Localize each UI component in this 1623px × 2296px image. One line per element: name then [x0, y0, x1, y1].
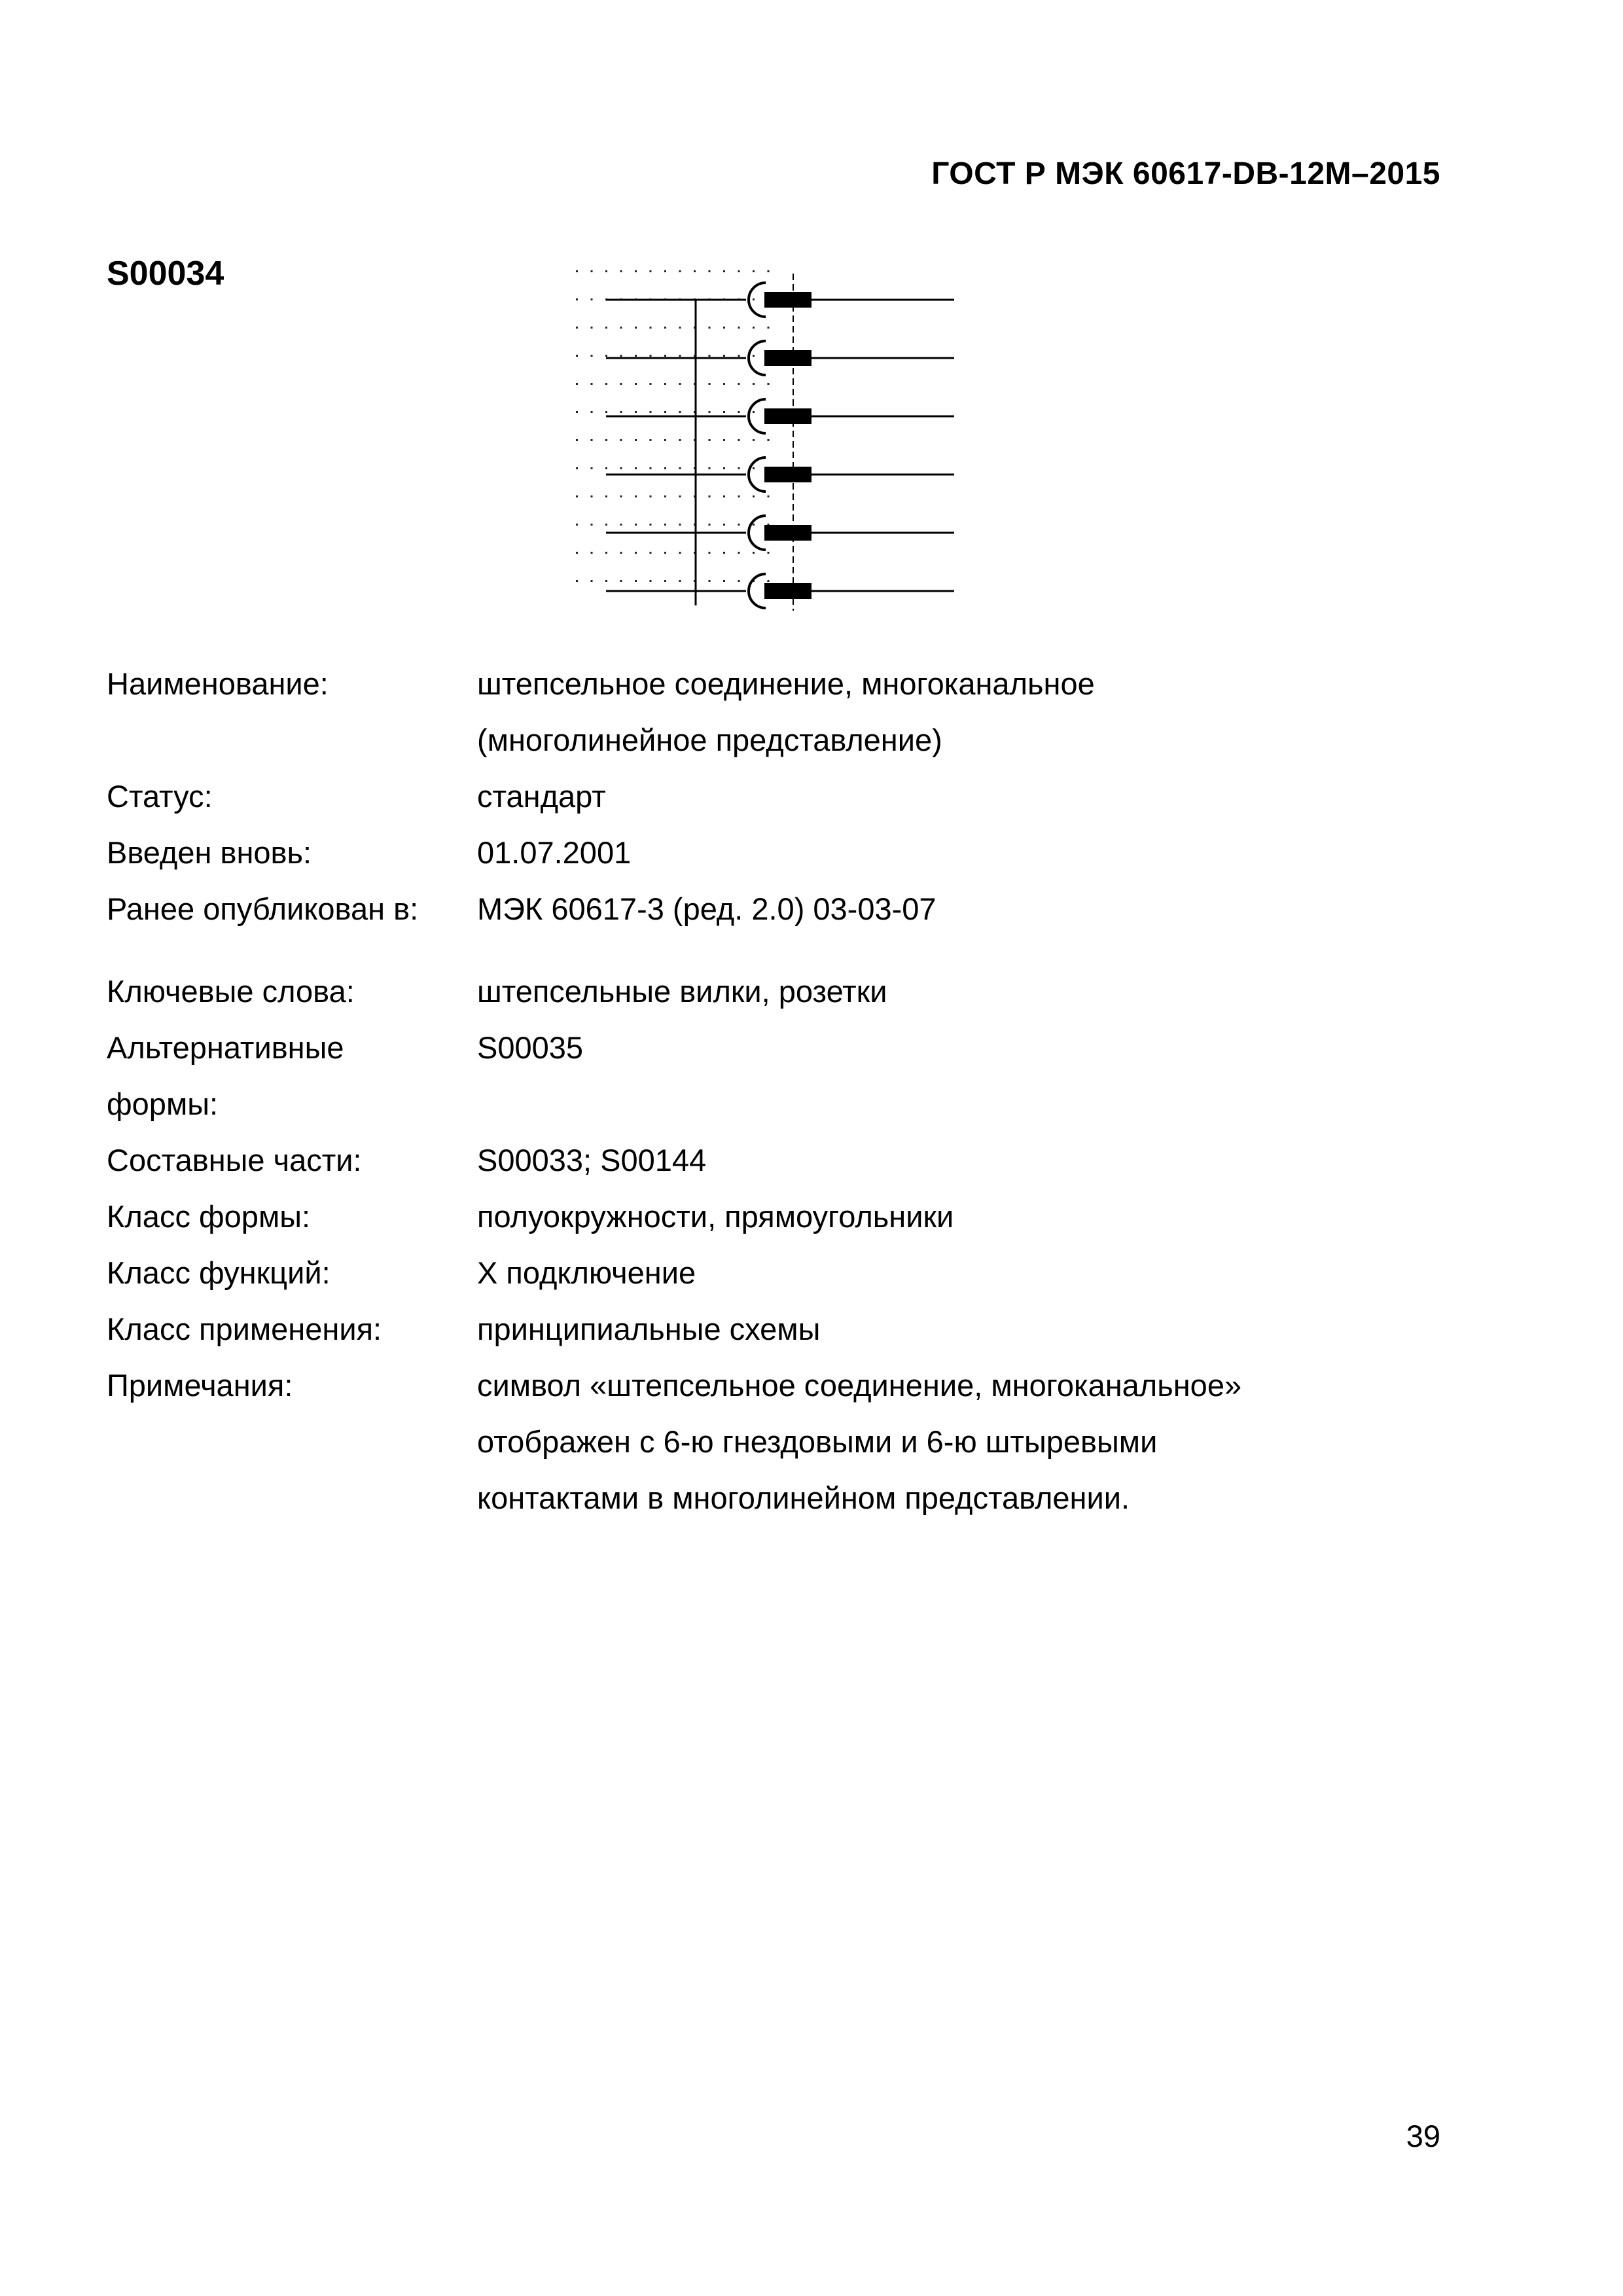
grid-dot: [738, 411, 740, 413]
grid-dot: [723, 383, 725, 385]
grid-dot: [768, 495, 770, 497]
property-label-line: формы:: [107, 1086, 219, 1121]
grid-dot: [635, 524, 637, 526]
grid-dot: [605, 327, 607, 329]
grid-dot: [620, 383, 622, 385]
grid-dot: [605, 524, 607, 526]
grid-dot: [723, 411, 725, 413]
property-value: S00035: [477, 1030, 584, 1065]
property-label: Введен вновь:: [107, 835, 312, 870]
grid-dot: [620, 270, 622, 272]
grid-dot: [753, 327, 755, 329]
grid-dot: [723, 524, 725, 526]
grid-dot: [635, 495, 637, 497]
grid-dot: [768, 327, 770, 329]
property-row-shape-class: [107, 1189, 1481, 1245]
grid-dot: [576, 580, 578, 582]
grid-dot: [679, 580, 681, 582]
grid-dot: [620, 495, 622, 497]
grid-dot: [753, 411, 755, 413]
property-value: S00033; S00144: [477, 1143, 707, 1177]
grid-dot: [753, 552, 755, 554]
grid-dot: [709, 270, 711, 272]
grid-dot: [753, 383, 755, 385]
grid-dot: [709, 355, 711, 357]
property-value: стандарт: [477, 779, 606, 814]
grid-dot: [709, 495, 711, 497]
grid-dot: [679, 524, 681, 526]
grid-dot: [576, 495, 578, 497]
grid-dot: [650, 270, 652, 272]
plug-pin: [764, 583, 812, 599]
property-label: Класс функций:: [107, 1255, 330, 1290]
grid-dot: [679, 439, 681, 441]
grid-dot: [620, 355, 622, 357]
grid-dot: [591, 383, 593, 385]
socket-arc: [749, 283, 766, 317]
grid-dot: [576, 270, 578, 272]
grid-dot: [664, 495, 666, 497]
property-row-published-in: [107, 881, 1481, 937]
grid-dot: [591, 270, 593, 272]
grid-dot: [620, 580, 622, 582]
grid-dot: [605, 580, 607, 582]
grid-dot: [679, 552, 681, 554]
grid-dot: [605, 270, 607, 272]
section-gap: [107, 937, 1481, 963]
property-label-line: Альтернативные: [107, 1030, 344, 1065]
grid-dot: [635, 580, 637, 582]
grid-dot: [768, 439, 770, 441]
grid-dot: [723, 270, 725, 272]
grid-dot: [635, 270, 637, 272]
grid-dot: [738, 439, 740, 441]
grid-dot: [591, 467, 593, 469]
grid-dot: [650, 552, 652, 554]
socket-arc: [749, 457, 766, 492]
grid-dot: [738, 524, 740, 526]
grid-dot: [664, 439, 666, 441]
property-label: Ранее опубликован в:: [107, 891, 419, 926]
socket-arc: [749, 341, 766, 375]
grid-dot: [591, 327, 593, 329]
property-value: 01.07.2001: [477, 835, 632, 870]
grid-dot: [664, 327, 666, 329]
property-row-application-class: [107, 1301, 1481, 1357]
grid-dot: [679, 327, 681, 329]
grid-dot: [709, 552, 711, 554]
grid-dot: [605, 383, 607, 385]
socket-arc: [749, 574, 766, 608]
grid-dot: [650, 439, 652, 441]
property-label: Класс применения:: [107, 1312, 382, 1346]
grid-dot: [605, 411, 607, 413]
property-value: полуокружности, прямоугольники: [477, 1199, 954, 1234]
grid-dot: [650, 467, 652, 469]
grid-dot: [664, 270, 666, 272]
grid-dot: [635, 439, 637, 441]
plug-pin: [764, 525, 812, 541]
grid-dot: [664, 355, 666, 357]
grid-dot: [576, 439, 578, 441]
grid-dot: [591, 411, 593, 413]
grid-dot: [591, 552, 593, 554]
property-value-line: контактами в многолинейном представлении.: [477, 1480, 1130, 1515]
plug-pin: [764, 408, 812, 424]
grid-dot: [664, 383, 666, 385]
multichannel-plug-socket-symbol: [568, 262, 987, 628]
grid-dot: [679, 383, 681, 385]
page-number: 39: [1406, 2119, 1440, 2153]
property-row-introduced: [107, 825, 1481, 881]
grid-dot: [605, 355, 607, 357]
grid-dot: [591, 580, 593, 582]
grid-dot: [738, 552, 740, 554]
grid-dot: [576, 327, 578, 329]
grid-dot: [605, 467, 607, 469]
property-value: МЭК 60617-3 (ред. 2.0) 03-03-07: [477, 891, 936, 926]
grid-dot: [679, 355, 681, 357]
grid-dot: [738, 580, 740, 582]
grid-dot: [709, 439, 711, 441]
property-label: [107, 1020, 477, 1132]
standard-code: ГОСТ Р МЭК 60617-DB-12M–2015: [931, 156, 1440, 191]
grid-dot: [753, 355, 755, 357]
grid-dot: [620, 327, 622, 329]
grid-dot: [768, 552, 770, 554]
grid-dot: [738, 467, 740, 469]
grid-dot: [723, 580, 725, 582]
grid-dot: [591, 298, 593, 300]
grid-dot: [650, 495, 652, 497]
property-value: принципиальные схемы: [477, 1312, 821, 1346]
grid-dot: [679, 270, 681, 272]
property-value-line: (многолинейное представление): [477, 723, 942, 757]
plug-pin: [764, 292, 812, 308]
grid-dot: [709, 524, 711, 526]
grid-dot: [664, 411, 666, 413]
grid-dot: [753, 298, 755, 300]
symbol-id: S00034: [107, 255, 224, 293]
grid-dot: [635, 411, 637, 413]
plug-pin: [764, 467, 812, 482]
grid-dot: [650, 327, 652, 329]
property-value-line: штепсельное соединение, многоканальное: [477, 666, 1095, 701]
property-label: Статус:: [107, 779, 213, 814]
grid-dot: [709, 383, 711, 385]
grid-dot: [753, 270, 755, 272]
grid-dot: [605, 439, 607, 441]
grid-dot: [635, 552, 637, 554]
grid-dot: [650, 411, 652, 413]
property-value-line: символ «штепсельное соединение, многоканальное»: [477, 1368, 1242, 1403]
grid-dot: [591, 439, 593, 441]
socket-arc: [749, 516, 766, 550]
grid-dot: [576, 383, 578, 385]
grid-dot: [650, 355, 652, 357]
property-label: Класс формы:: [107, 1199, 311, 1234]
plug-pin: [764, 350, 812, 366]
grid-dot: [709, 580, 711, 582]
property-value: [477, 656, 1481, 768]
grid-dot: [723, 495, 725, 497]
grid-dot: [738, 270, 740, 272]
grid-dot: [576, 298, 578, 300]
grid-dot: [591, 495, 593, 497]
grid-dot: [605, 552, 607, 554]
grid-dot: [679, 411, 681, 413]
property-label: Составные части:: [107, 1143, 362, 1177]
property-row-alternative-forms: [107, 1020, 1481, 1132]
property-value: X подключение: [477, 1255, 696, 1290]
grid-dot: [591, 355, 593, 357]
grid-dot: [635, 327, 637, 329]
symbol-properties: [107, 656, 1481, 1526]
grid-dot: [664, 552, 666, 554]
property-row-keywords: [107, 963, 1481, 1020]
property-row-status: [107, 768, 1481, 825]
grid-dot: [664, 580, 666, 582]
grid-dot: [738, 355, 740, 357]
grid-dot: [620, 467, 622, 469]
grid-dot: [694, 270, 696, 272]
property-row-function-class: [107, 1245, 1481, 1301]
grid-dot: [723, 467, 725, 469]
grid-dot: [635, 383, 637, 385]
grid-dot: [664, 467, 666, 469]
grid-dot: [620, 411, 622, 413]
grid-dot: [679, 467, 681, 469]
property-label: Ключевые слова:: [107, 974, 355, 1009]
grid-dot: [723, 327, 725, 329]
grid-dot: [738, 495, 740, 497]
grid-dot: [576, 467, 578, 469]
grid-dot: [723, 552, 725, 554]
grid-dot: [576, 524, 578, 526]
property-row-components: [107, 1132, 1481, 1189]
grid-dot: [709, 411, 711, 413]
grid-dot: [591, 524, 593, 526]
grid-dot: [679, 495, 681, 497]
grid-dot: [605, 495, 607, 497]
grid-dot: [576, 411, 578, 413]
grid-dot: [768, 580, 770, 582]
grid-dot: [576, 355, 578, 357]
grid-dot: [753, 467, 755, 469]
grid-dot: [709, 467, 711, 469]
grid-dot: [753, 524, 755, 526]
grid-dot: [723, 439, 725, 441]
grid-dot: [650, 580, 652, 582]
grid-dot: [753, 439, 755, 441]
grid-dot: [768, 383, 770, 385]
property-label: Наименование:: [107, 666, 329, 701]
grid-dot: [753, 495, 755, 497]
property-value: [477, 1357, 1481, 1526]
grid-dot: [723, 355, 725, 357]
grid-dot: [635, 355, 637, 357]
property-label: Примечания:: [107, 1368, 293, 1403]
grid-dot: [768, 270, 770, 272]
property-value: штепсельные вилки, розетки: [477, 974, 887, 1009]
grid-dot: [576, 552, 578, 554]
socket-arc: [749, 399, 766, 433]
property-row-name: [107, 656, 1481, 768]
grid-dot: [664, 524, 666, 526]
grid-dot: [738, 327, 740, 329]
grid-dot: [650, 383, 652, 385]
grid-dot: [620, 552, 622, 554]
grid-dot: [738, 383, 740, 385]
property-value-line: отображен с 6-ю гнездовыми и 6-ю штыревыми: [477, 1424, 1158, 1459]
grid-dot: [650, 524, 652, 526]
property-row-notes: [107, 1357, 1481, 1526]
grid-dot: [635, 467, 637, 469]
grid-dot: [620, 439, 622, 441]
grid-dot: [620, 524, 622, 526]
grid-dot: [709, 327, 711, 329]
